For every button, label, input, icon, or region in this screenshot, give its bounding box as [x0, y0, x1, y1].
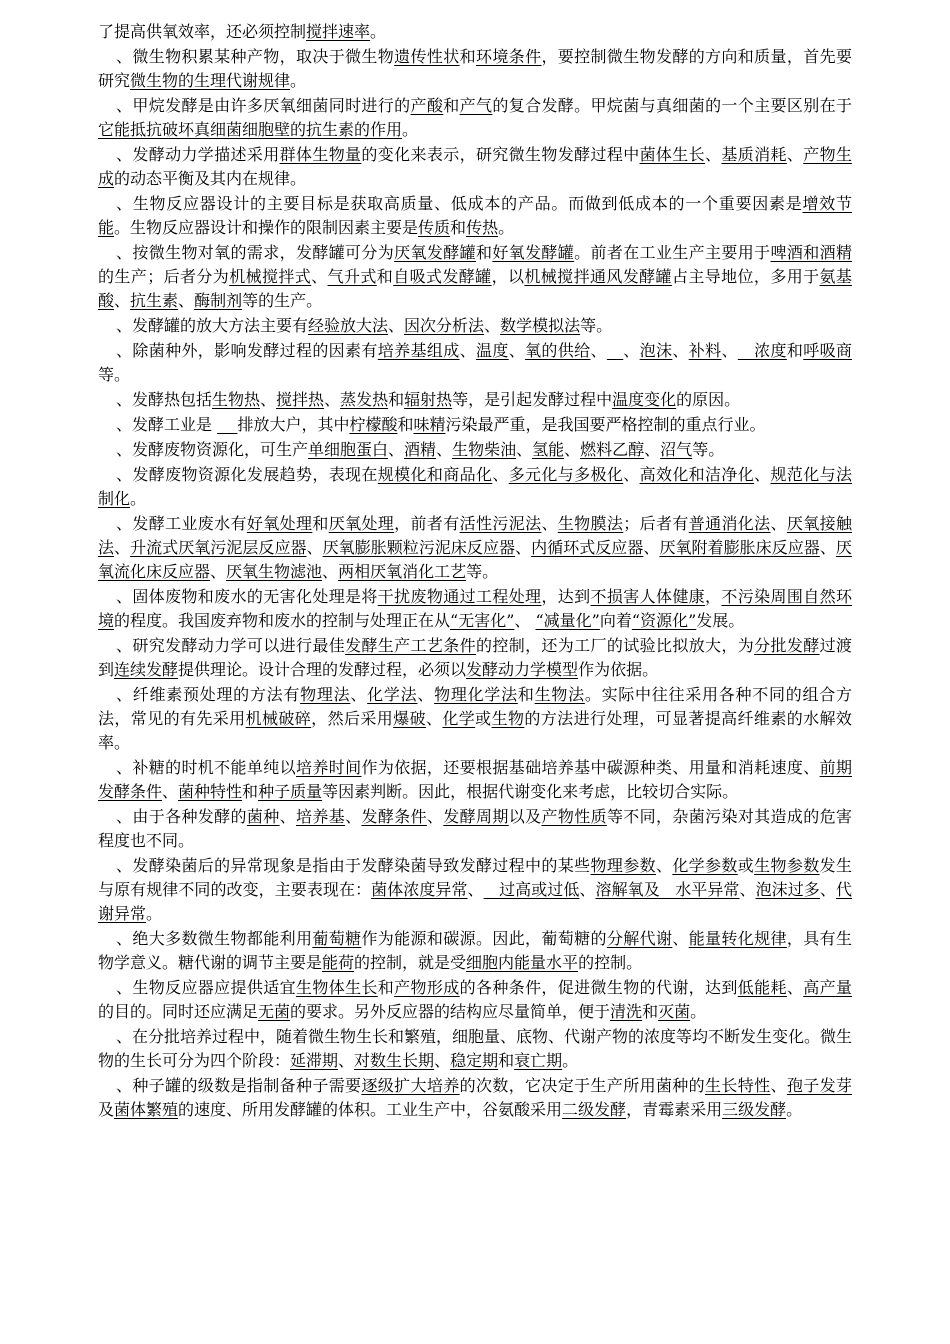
text-segment: ，以 — [491, 267, 525, 286]
text-segment: 、 — [770, 1076, 787, 1095]
text-segment: 、 — [210, 562, 227, 581]
question-paragraph — [98, 438, 852, 462]
underlined-answer: 生物膜法 — [557, 514, 624, 533]
underlined-answer — [607, 341, 623, 360]
text-segment: 和 — [242, 782, 259, 801]
text-segment: 和 — [376, 267, 394, 286]
question-paragraph — [98, 854, 852, 926]
text-segment: 、绝大多数微生物都能利用 — [116, 929, 313, 948]
text-segment: 、 — [672, 341, 689, 360]
text-segment: 的速度、所用发酵罐的体积。工业生产中，谷氨酸采用 — [178, 1100, 563, 1119]
underlined-answer: 菌种 — [246, 807, 280, 826]
underlined-answer: 机械搅拌通风发酵罐 — [524, 267, 672, 286]
text-segment: 、按微生物对氧的需求，发酵罐可分为 — [116, 243, 395, 262]
text-segment: 、发酵染菌后的异常现象是指由于发酵染菌导致发酵过程中的某些 — [116, 856, 591, 875]
underlined-answer: 增效节能 — [98, 194, 852, 237]
question-paragraph — [98, 976, 852, 1024]
text-segment: 和 — [459, 47, 476, 66]
text-segment: 的控制。 — [578, 953, 643, 972]
question-paragraph — [98, 585, 852, 633]
text-segment: 、 — [786, 145, 804, 164]
underlined-answer: 培养基 — [296, 807, 346, 826]
underlined-answer: 抗生素 — [130, 291, 179, 310]
underlined-answer: 氨基酸 — [98, 267, 852, 310]
underlined-answer: 氢能 — [532, 440, 565, 459]
underlined-answer: 孢子发芽 — [786, 1076, 852, 1095]
question-paragraph — [98, 634, 852, 682]
underlined-answer: 产气 — [459, 96, 493, 115]
underlined-answer: 数学模拟法 — [500, 316, 581, 335]
text-segment: 、 — [324, 390, 341, 409]
underlined-answer: 物理化学法 — [434, 685, 518, 704]
underlined-answer: 好氧处理 — [246, 514, 313, 533]
underlined-answer: 清洗 — [610, 1002, 643, 1021]
question-paragraph — [98, 94, 852, 142]
text-segment: 、 — [564, 440, 581, 459]
underlined-answer: 因次分析法 — [404, 316, 485, 335]
text-segment: 的控制，就是受 — [354, 953, 467, 972]
text-segment: 、 — [623, 465, 640, 484]
question-paragraph — [98, 1025, 852, 1073]
text-segment: 。 — [130, 489, 147, 508]
question-paragraph — [98, 388, 852, 412]
underlined-answer: 三级发酵 — [722, 1100, 787, 1119]
text-segment: 、发酵废物资源化，可生产 — [116, 440, 309, 459]
text-segment: 、补糖的时机不能单纯以 — [116, 758, 296, 777]
underlined-answer: 搅拌热 — [276, 390, 325, 409]
underlined-answer: 传热 — [466, 218, 499, 237]
text-segment: 的控制，还为工厂的试验比拟放大，为 — [475, 636, 755, 655]
underlined-answer: 分解代谢 — [606, 929, 673, 948]
text-segment: 的方法进行处理，可显著提高纤维素的水解效率。 — [98, 709, 852, 752]
text-segment: 、 — [417, 685, 435, 704]
underlined-answer: 分批发酵 — [754, 636, 820, 655]
underlined-answer: 溶解氧及 水平异常 — [595, 880, 740, 899]
text-segment: 、 — [655, 856, 673, 875]
text-segment: 等。 — [580, 316, 613, 335]
text-segment: 作为能源和碳源。因此，葡萄糖的 — [361, 929, 607, 948]
underlined-answer: 单细胞蛋白 — [308, 440, 389, 459]
underlined-answer: 生物参数 — [754, 856, 820, 875]
underlined-answer: 发酵动力学模型 — [466, 660, 579, 679]
text-segment: 。 — [290, 71, 307, 90]
underlined-answer: 厌氧发酵罐 — [394, 243, 476, 262]
underlined-answer: 物理参数 — [590, 856, 656, 875]
underlined-answer: 葡萄糖 — [312, 929, 362, 948]
text-segment: 、 — [819, 538, 836, 557]
question-paragraph — [98, 512, 852, 584]
text-segment: 和 — [475, 243, 493, 262]
text-segment: 、 — [705, 145, 722, 164]
text-segment: 的变化来表示，研究微生物发酵过程中 — [361, 145, 640, 164]
underlined-answer: 泡沫 — [639, 341, 673, 360]
underlined-answer: 蒸发热 — [340, 390, 389, 409]
text-segment: 或 — [737, 856, 755, 875]
text-segment: 。 — [146, 904, 163, 923]
underlined-answer: 菌体浓度异常 — [371, 880, 468, 899]
text-segment: 和 — [642, 1002, 659, 1021]
underlined-answer: 菌体繁殖 — [114, 1100, 179, 1119]
underlined-answer: 搅拌速率 — [306, 22, 371, 41]
text-segment: 。 — [562, 1051, 579, 1070]
underlined-answer: 菌体生长 — [639, 145, 706, 164]
underlined-answer: 化学 — [442, 709, 476, 728]
underlined-answer: 厌氧膨胀颗粒污泥床反应器 — [322, 538, 516, 557]
text-segment: 。 — [498, 218, 515, 237]
text-segment: 、 — [516, 440, 533, 459]
text-segment: 的动态平衡及其内在规律。 — [114, 169, 307, 188]
text-segment: 。 — [402, 120, 419, 139]
underlined-answer: 内循环式反应器 — [531, 538, 644, 557]
text-segment: 等。 — [692, 440, 725, 459]
text-segment: 、 — [672, 929, 689, 948]
underlined-answer: 厌氧生物滤池 — [226, 562, 323, 581]
text-segment: 、在分批培养过程中，随着微生物生长和繁殖，细胞量、底物、代谢产物的浓度等均不断发生变化。微生物的生长可分为四个阶段： — [98, 1027, 853, 1070]
text-segment: 、研究发酵动力学可以进行最佳 — [116, 636, 346, 655]
text-segment: 、 — [425, 709, 443, 728]
text-segment: 、 — [114, 291, 131, 310]
underlined-answer: 好氧发酵罐 — [492, 243, 575, 262]
underlined-answer: 沼气 — [660, 440, 693, 459]
text-segment: 的目的。同时还应满足 — [98, 1002, 259, 1021]
underlined-answer: 厌氧附着膨胀床反应器 — [659, 538, 820, 557]
question-paragraph — [98, 192, 852, 240]
text-segment: 。 — [786, 1100, 803, 1119]
underlined-answer: 菌种特性 — [178, 782, 243, 801]
text-segment: 、 — [467, 880, 484, 899]
underlined-answer: 逐级扩大培养 — [361, 1076, 460, 1095]
text-segment: 、 — [514, 611, 536, 630]
underlined-answer: 群体生物量 — [279, 145, 362, 164]
text-segment: 等。 — [466, 562, 499, 581]
text-segment: 、 — [260, 390, 277, 409]
underlined-answer: 基质消耗 — [721, 145, 787, 164]
text-segment: 、 — [436, 440, 453, 459]
text-segment: 、 — [426, 807, 444, 826]
text-segment: 等的生产。 — [242, 291, 323, 310]
underlined-answer: 规范化与法制化 — [98, 465, 852, 508]
underlined-answer: 泡沫过多 — [755, 880, 820, 899]
text-segment: 污染最严重，是我国要严格控制的重点行业。 — [445, 415, 766, 434]
underlined-answer: 代谢异常 — [98, 880, 852, 923]
text-segment: 、 — [770, 514, 787, 533]
text-segment: 和 — [498, 1051, 515, 1070]
text-segment: 、 — [322, 562, 339, 581]
text-segment: 。 — [690, 1002, 707, 1021]
underlined-answer: 啤酒和酒精 — [770, 243, 852, 262]
text-segment: 及 — [98, 1100, 115, 1119]
underlined-answer: 高效化和洁净化 — [639, 465, 755, 484]
underlined-answer: 二级发酵 — [562, 1100, 627, 1119]
text-segment: 。前者在工业生产主要用于 — [574, 243, 771, 262]
underlined-answer: 不污染周围自然环境 — [98, 587, 852, 630]
question-paragraph — [98, 314, 852, 338]
text-segment: ，然后采用 — [311, 709, 394, 728]
underlined-answer: 对数生长期 — [354, 1051, 435, 1070]
text-segment: 、发酵工业是 — [116, 415, 218, 434]
question-paragraph — [98, 143, 852, 191]
underlined-answer: 产酸 — [410, 96, 444, 115]
underlined-answer: 干扰废物通过工程处理 — [377, 587, 542, 606]
text-segment: 的各种条件，促进微生物的代谢，达到 — [459, 978, 738, 997]
text-segment: 、 — [590, 341, 607, 360]
underlined-answer: 能荷 — [322, 953, 355, 972]
text-segment: ，青霉素采用 — [626, 1100, 723, 1119]
underlined-answer: 自吸式发酵罐 — [393, 267, 492, 286]
text-segment: 、 — [279, 807, 296, 826]
underlined-answer: 高产量 — [803, 978, 852, 997]
underlined-answer: 延滞期 — [290, 1051, 339, 1070]
underlined-answer: 环境条件 — [475, 47, 542, 66]
underlined-answer: 浓度 — [737, 341, 787, 360]
underlined-answer: 厌氧接触法 — [98, 514, 852, 557]
text-segment: 、发酵罐的放大方法主要有 — [116, 316, 309, 335]
underlined-answer: 呼吸商 — [803, 341, 852, 360]
underlined-answer: 爆破 — [393, 709, 426, 728]
underlined-answer: “减量化” — [535, 611, 600, 630]
text-segment: 、 — [434, 1051, 451, 1070]
text-segment: 、纤维素预处理的方法有 — [116, 685, 301, 704]
text-segment: 、 — [579, 880, 596, 899]
underlined-answer: 生物法 — [534, 685, 585, 704]
text-segment: 、甲烷发酵是由许多厌氧细菌同时进行的 — [116, 96, 411, 115]
text-segment: 发展。 — [696, 611, 745, 630]
text-segment: 和 — [517, 685, 535, 704]
text-segment: 。生物反应器设计和操作的限制因素主要是 — [114, 218, 419, 237]
text-segment: 或 — [475, 709, 492, 728]
text-segment: 、 — [338, 1051, 355, 1070]
text-segment: 和 — [312, 514, 329, 533]
text-segment: 、发酵热包括 — [116, 390, 213, 409]
underlined-answer: 化学法 — [367, 685, 418, 704]
text-segment: 、 — [178, 291, 195, 310]
text-segment: 、发酵废物资源化发展趋势，表现在 — [116, 465, 378, 484]
underlined-answer: 能量转化规律 — [688, 929, 787, 948]
text-segment: 和 — [397, 415, 414, 434]
question-paragraph — [98, 927, 852, 975]
question-paragraph — [98, 463, 852, 511]
text-segment: 和 — [443, 96, 460, 115]
underlined-answer: 传质 — [418, 218, 451, 237]
text-segment: 、生物反应器应提供适宜 — [116, 978, 296, 997]
text-segment: 等不同，杂菌污染对其造成的危害程度也不同。 — [98, 807, 852, 850]
text-segment: 、 — [623, 341, 640, 360]
underlined-answer: 产物性质 — [541, 807, 607, 826]
underlined-answer: 多元化与多极化 — [508, 465, 624, 484]
text-segment: 作为依据，还要根据基础培养基中碳源种类、用量和消耗速度、 — [361, 758, 820, 777]
text-segment: 、 — [508, 341, 526, 360]
underlined-answer: 温度 — [475, 341, 509, 360]
underlined-answer: 培养时间 — [296, 758, 362, 777]
question-paragraph — [98, 683, 852, 755]
text-segment: ，要控制微生物发酵的方向和质量，首先要研究 — [98, 47, 852, 90]
text-segment: 、 — [541, 514, 558, 533]
text-segment: 、 — [306, 538, 323, 557]
underlined-answer: 产物形成 — [394, 978, 460, 997]
underlined-answer: 它能抵抗破坏真细菌细胞壁的抗生素的作用 — [98, 120, 403, 139]
text-segment: 和 — [450, 218, 467, 237]
text-segment: 提供理论。设计合理的发酵过程，必须以 — [178, 660, 467, 679]
text-segment: 的生产；后者分为 — [98, 267, 230, 286]
underlined-answer: 生物柴油 — [452, 440, 517, 459]
underlined-answer: 气升式 — [327, 267, 377, 286]
text-segment: 了提高供氧效率，还必须控制 — [98, 22, 307, 41]
underlined-answer: 活性污泥法 — [459, 514, 542, 533]
underlined-answer: 无菌 — [258, 1002, 291, 1021]
text-segment: 、 — [459, 341, 476, 360]
question-paragraph — [98, 45, 852, 93]
underlined-answer: 培养基组成 — [377, 341, 460, 360]
text-segment: 、种子罐的级数是指制备种子需要 — [116, 1076, 362, 1095]
underlined-answer: 前期发酵条件 — [98, 758, 852, 801]
text-segment: 的程度。我国废弃物和废水的控制与处理正在从 — [114, 611, 451, 630]
underlined-answer: 规模化和商品化 — [377, 465, 493, 484]
underlined-answer: 种子质量 — [258, 782, 323, 801]
text-segment: 的复合发酵。甲烷菌与真细菌的一个主要区别在于 — [492, 96, 852, 115]
text-segment: 。 — [370, 22, 387, 41]
underlined-answer: 生物热 — [212, 390, 261, 409]
underlined-answer: “无害化” — [450, 611, 515, 630]
text-segment: 向着 — [599, 611, 632, 630]
text-segment: 、生物反应器设计的主要目标是获取高质量、低成本的产品。而做到低成本的一个重要因素是 — [116, 194, 803, 213]
text-segment: 、发酵动力学描述采用 — [116, 145, 280, 164]
text-segment: 和 — [786, 341, 804, 360]
text-segment: 。实际中往往采用各种不同的组合方法，常见的有先采用 — [98, 685, 852, 728]
text-segment: 等。 — [98, 365, 131, 384]
text-segment: 、 — [350, 685, 368, 704]
text-segment: 过渡到 — [98, 636, 852, 679]
question-paragraph — [98, 339, 852, 387]
text-segment: 、 — [515, 538, 532, 557]
text-segment: 、 — [754, 465, 771, 484]
text-segment: ， — [705, 587, 722, 606]
underlined-answer: 生物 — [491, 709, 525, 728]
text-segment: ；后者有 — [623, 514, 689, 533]
text-segment: 等因素判断。因此，根据代谢变化来考虑，比较切合实际。 — [322, 782, 739, 801]
underlined-answer: 酶制剂 — [194, 291, 243, 310]
underlined-answer: 辐射热 — [404, 390, 453, 409]
underlined-answer: 补料 — [688, 341, 722, 360]
text-segment: 占主导地位，多用于 — [671, 267, 820, 286]
underlined-answer: 物理法 — [300, 685, 351, 704]
question-paragraph — [98, 413, 852, 437]
underlined-answer: 发酵条件 — [361, 807, 427, 826]
text-segment: 发生与原有规律不同的改变，主要表现在： — [98, 856, 852, 899]
underlined-answer: 机械搅拌式 — [229, 267, 312, 286]
underlined-answer: 化学参数 — [672, 856, 738, 875]
text-segment: 以及 — [508, 807, 542, 826]
text-segment: 、固体废物和废水的无害化处理是将 — [116, 587, 378, 606]
text-segment: 、 — [345, 807, 362, 826]
underlined-answer: 生长特性 — [705, 1076, 771, 1095]
question-paragraph — [98, 1074, 852, 1122]
underlined-answer: 发酵周期 — [443, 807, 509, 826]
text-segment: 、 — [484, 316, 501, 335]
underlined-answer: 燃料乙醇 — [580, 440, 645, 459]
text-segment: 、 — [162, 782, 179, 801]
underlined-answer: 机械破碎 — [245, 709, 312, 728]
underlined-answer: 遗传性状 — [394, 47, 460, 66]
question-paragraph — [98, 241, 852, 313]
text-segment: 、 — [311, 267, 328, 286]
question-paragraph — [98, 805, 852, 853]
text-segment: 、 — [388, 316, 405, 335]
underlined-answer: 味精 — [413, 415, 446, 434]
underlined-answer: 温度变化 — [612, 390, 677, 409]
underlined-answer: 两相厌氧消化工艺 — [338, 562, 467, 581]
underlined-answer: 升流式厌氧污泥层反应器 — [130, 538, 307, 557]
question-paragraph — [98, 20, 852, 44]
text-segment: 和 — [377, 978, 395, 997]
text-segment: 的要求。另外反应器的结构应尽量简单，便于 — [290, 1002, 611, 1021]
underlined-answer: “资源化” — [631, 611, 697, 630]
text-segment: ，具有生物学意义。糖代谢的调节主要是 — [98, 929, 852, 972]
underlined-answer — [217, 415, 237, 434]
underlined-answer: 细胞内能量水平 — [466, 953, 579, 972]
underlined-answer: 柠檬酸 — [349, 415, 398, 434]
underlined-answer: 生物体生长 — [295, 978, 378, 997]
text-segment: 、 — [819, 880, 836, 899]
text-segment: ，达到 — [541, 587, 591, 606]
underlined-answer: 普通消化法 — [688, 514, 771, 533]
underlined-answer: 发酵生产工艺条件 — [345, 636, 476, 655]
underlined-answer: 稳定期 — [450, 1051, 499, 1070]
text-segment: 、 — [388, 440, 405, 459]
text-segment: 、 — [492, 465, 509, 484]
text-segment: 的次数，它决定于生产所用菌种的 — [459, 1076, 706, 1095]
underlined-answer: 连续发酵 — [114, 660, 179, 679]
text-segment: 、由于各种发酵的 — [116, 807, 247, 826]
text-segment: 、 — [786, 978, 804, 997]
text-segment: ，前者有 — [394, 514, 460, 533]
text-segment: 、 — [114, 538, 131, 557]
text-segment: 、发酵工业废水有 — [116, 514, 247, 533]
text-segment: 、除菌种外，影响发酵过程的因素有 — [116, 341, 378, 360]
text-segment: 、 — [721, 341, 738, 360]
underlined-answer: 灭菌 — [658, 1002, 691, 1021]
text-segment: 、 — [739, 880, 756, 899]
underlined-answer: 衰亡期 — [514, 1051, 563, 1070]
question-paragraph — [98, 756, 852, 804]
underlined-answer: 不损害人体健康 — [590, 587, 706, 606]
underlined-answer: 氧的供给 — [525, 341, 591, 360]
underlined-answer: 低能耗 — [737, 978, 787, 997]
underlined-answer: 微生物的生理代谢规律 — [130, 71, 291, 90]
underlined-answer: 厌氧流化床反应器 — [98, 538, 852, 581]
text-segment: 的原因。 — [676, 390, 741, 409]
text-segment: 排放大户，其中 — [237, 415, 350, 434]
text-segment: 等，是引起发酵过程中 — [452, 390, 613, 409]
text-segment: 、微生物积累某种产物，取决于微生物 — [116, 47, 395, 66]
text-segment: 和 — [388, 390, 405, 409]
underlined-answer: 厌氧处理 — [328, 514, 395, 533]
underlined-answer: 过高或过低 — [483, 880, 580, 899]
underlined-answer: 经验放大法 — [308, 316, 389, 335]
text-segment: 、 — [644, 440, 661, 459]
underlined-answer: 产物生成 — [98, 145, 852, 188]
text-segment: 作为依据。 — [578, 660, 659, 679]
underlined-answer: 酒精 — [404, 440, 437, 459]
text-segment: 、 — [643, 538, 660, 557]
